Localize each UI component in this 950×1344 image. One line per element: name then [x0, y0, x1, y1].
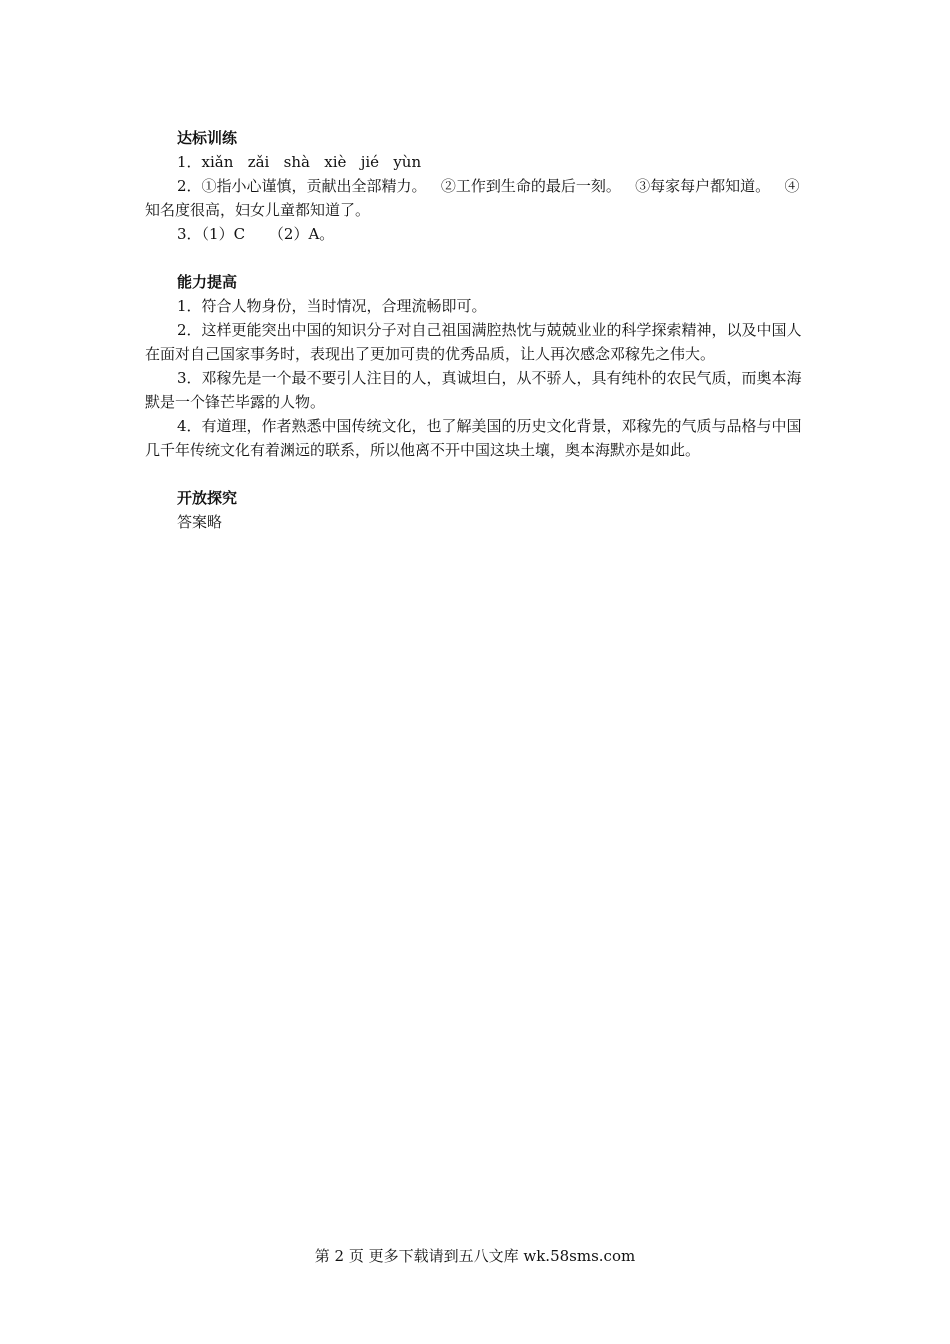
- answer-paragraph: 3．（1）C （2）A。: [177, 225, 335, 243]
- section-heading: 开放探究: [177, 489, 238, 507]
- answer-paragraph: 1．符合人物身份，当时情况，合理流畅即可。: [177, 297, 487, 315]
- answer-paragraph: 2．①指小心谨慎，贡献出全部精力。 ②工作到生命的最后一刻。 ③每家每户都知道。 ④知名度很高，妇女儿童都知道了。: [145, 177, 800, 219]
- document-body: [145, 126, 810, 558]
- answer-paragraph: 3．邓稼先是一个最不要引人注目的人，真诚坦白，从不骄人，具有纯朴的农民气质，而奥本海默是一个锋芒毕露的人物。: [145, 369, 802, 411]
- section-open-inquiry: [145, 486, 810, 534]
- section-standard-training: [145, 126, 810, 246]
- answer-paragraph: 2．这样更能突出中国的知识分子对自己祖国满腔热忱与兢兢业业的科学探索精神，以及中国人在面对自己国家事务时，表现出了更加可贵的优秀品质，让人再次感念邓稼先之伟大。: [145, 321, 802, 363]
- answer-paragraph: 1．xiǎn zǎi shà xiè jié yùn: [177, 153, 422, 171]
- answer-paragraph: 答案略: [177, 513, 223, 531]
- answer-paragraph: 4．有道理，作者熟悉中国传统文化，也了解美国的历史文化背景，邓稼先的气质与品格与中国几千年传统文化有着渊远的联系，所以他离不开中国这块土壤，奥本海默亦是如此。: [145, 417, 802, 459]
- section-ability-improvement: [145, 270, 810, 462]
- page-footer: 第 2 页 更多下载请到五八文库 wk.58sms.com: [314, 1247, 636, 1265]
- section-heading: 达标训练: [177, 129, 238, 147]
- section-heading: 能力提高: [177, 273, 238, 291]
